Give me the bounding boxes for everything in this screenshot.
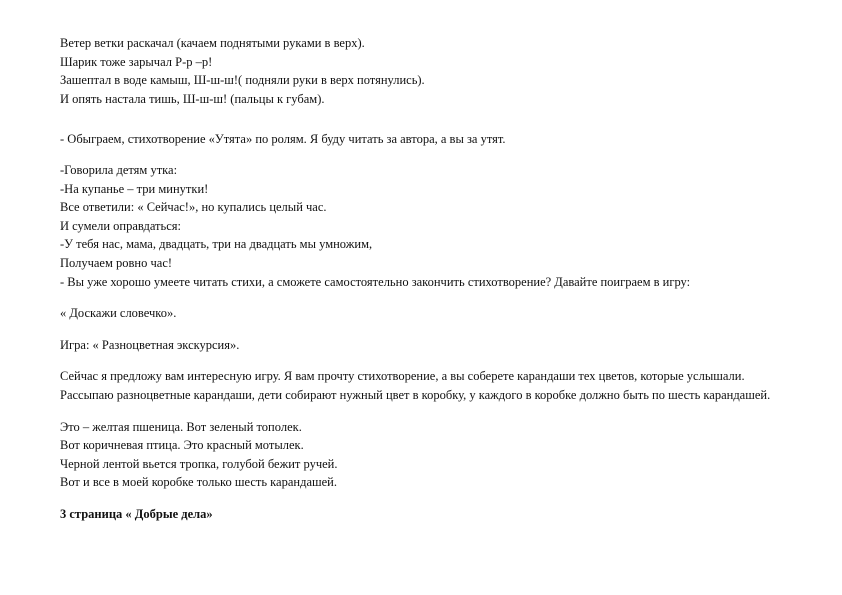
- poem-ducklings: [60, 161, 800, 291]
- text-line: Все ответили: « Сейчас!», но купались целый час.: [60, 200, 327, 215]
- poem-colors: [60, 418, 800, 492]
- text-line: Шарик тоже зарычал Р-р –р!: [60, 54, 213, 69]
- game-colored-tour: [60, 336, 800, 355]
- text-line: И опять настала тишь, Ш-ш-ш! (пальцы к губам).: [60, 91, 325, 106]
- stanza-wind: [60, 34, 800, 108]
- text-line: Игра: « Разноцветная экскурсия».: [60, 337, 240, 352]
- paragraph-text: Сейчас я предложу вам интересную игру. Я вам прочту стихотворение, а вы соберете карандаши тех цветов, которые услышали. Рассыпаю разноцветные карандаши, дети собирают нужный цвет в коробку, у каждого в коробке должно быть по шесть карандашей.: [60, 369, 771, 402]
- text-line: - Вы уже хорошо умеете читать стихи, а сможете самостоятельно закончить стихотворение? Давайте поиграем в игру:: [60, 274, 691, 289]
- text-line: Черной лентой вьется тропка, голубой бежит ручей.: [60, 456, 338, 471]
- text-line: Получаем ровно час!: [60, 255, 173, 270]
- document-page: [60, 34, 800, 523]
- text-line: Это – желтая пшеница. Вот зеленый тополек.: [60, 419, 302, 434]
- text-line: И сумели оправдаться:: [60, 218, 181, 233]
- text-line: Зашептал в воде камыш, Ш-ш-ш!( подняли руки в верх потянулись).: [60, 73, 425, 88]
- text-line: -На купанье – три минутки!: [60, 181, 209, 196]
- text-line: « Доскажи словечко».: [60, 306, 177, 321]
- text-line: - Обыграем, стихотворение «Утята» по ролям. Я буду читать за автора, а вы за утят.: [60, 132, 506, 147]
- text-line: Вот и все в моей коробке только шесть карандашей.: [60, 475, 337, 490]
- section-heading: [60, 505, 800, 524]
- text-line: Вот коричневая птица. Это красный мотылек.: [60, 438, 304, 453]
- text-line: Ветер ветки раскачал (качаем поднятыми руками в верх).: [60, 36, 365, 50]
- heading-text: 3 страница « Добрые дела»: [60, 506, 213, 521]
- text-line: -У тебя нас, мама, двадцать, три на двадцать мы умножим,: [60, 237, 373, 252]
- pencils-instruction: [60, 367, 780, 404]
- game-finish-word: [60, 304, 800, 323]
- intro-play-paragraph: [60, 130, 800, 149]
- text-line: -Говорила детям утка:: [60, 162, 178, 177]
